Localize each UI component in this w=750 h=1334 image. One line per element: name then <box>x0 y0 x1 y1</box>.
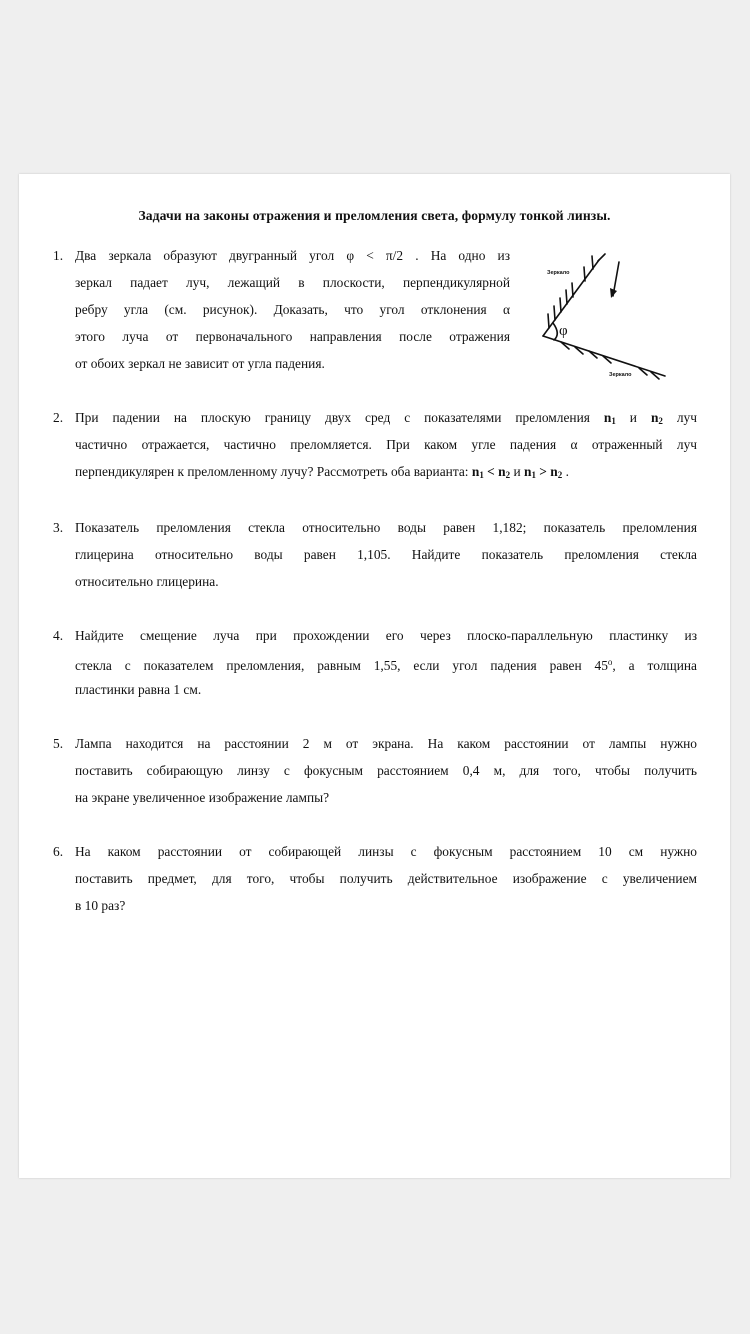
task-line: На каком расстоянии от собирающей линзы с фокусным расстоянием 10 см нужно <box>75 844 697 859</box>
task-2 <box>53 404 697 485</box>
task-6 <box>53 838 697 919</box>
task-line: частично отражается, частично преломляется. При каком угле падения α отраженный луч <box>75 437 697 452</box>
task-line: Лампа находится на расстоянии 2 м от экрана. На каком расстоянии от лампы нужно <box>75 736 697 751</box>
task-line: относительно глицерина. <box>75 574 219 589</box>
task-line: на экране увеличенное изображение лампы? <box>75 790 330 805</box>
angle-label: φ <box>559 323 568 339</box>
task-line: При падении на плоскую границу двух сред с показателями преломления $n_1$ и $n_2$ луч <box>75 410 697 426</box>
task-1 <box>53 242 510 377</box>
document-title: Задачи на законы отражения и преломления света, формулу тонкой линзы. <box>138 208 611 223</box>
task-line: зеркал падает луч, лежащий в плоскости, перпендикулярной <box>75 275 510 290</box>
task-line: этого луча от первоначального направления после отражения <box>75 329 510 344</box>
task-4 <box>53 622 697 703</box>
task-line: перпендикулярен к преломленному лучу? Рассмотреть оба варианта: $n_1 < n_2$ и $n_1 > n_2$ . <box>75 464 569 480</box>
task-line: стекла с показателем преломления, равным 1,55, если угол падения равен 45$^o$, а толщина <box>75 657 697 673</box>
task-5 <box>53 730 697 811</box>
task-line: поставить предмет, для того, чтобы получить действительное изображение с увеличением <box>75 871 697 886</box>
task-line: поставить собирающую линзу с фокусным расстоянием 0,4 м, для того, чтобы получить <box>75 763 697 778</box>
mirrors-figure <box>539 252 671 384</box>
task-number: 4. <box>53 628 64 643</box>
task-line: в 10 раз? <box>75 898 126 913</box>
task-number: 1. <box>53 248 64 263</box>
task-number: 6. <box>53 844 64 859</box>
mirror-top-label: Зеркало <box>547 270 570 276</box>
task-3 <box>53 514 697 595</box>
document-page <box>19 174 730 1178</box>
task-line: от обоих зеркал не зависит от угла падения. <box>75 356 325 371</box>
task-line: Найдите смещение луча при прохождении его через плоско-параллельную пластинку из <box>75 628 697 643</box>
task-line: ребру угла (см. рисунок). Доказать, что угол отклонения α <box>75 302 510 317</box>
mirror-bottom-label: Зеркало <box>609 372 632 378</box>
task-line: пластинки равна 1 см. <box>75 682 202 697</box>
task-number: 3. <box>53 520 64 535</box>
task-line: Два зеркала образуют двугранный угол φ < π/2 . На одно из <box>75 248 510 263</box>
task-number: 5. <box>53 736 64 751</box>
task-number: 2. <box>53 410 64 425</box>
task-line: Показатель преломления стекла относительно воды равен 1,182; показатель преломления <box>75 520 697 535</box>
task-line: глицерина относительно воды равен 1,105. Найдите показатель преломления стекла <box>75 547 697 562</box>
angle-arc <box>553 323 557 340</box>
